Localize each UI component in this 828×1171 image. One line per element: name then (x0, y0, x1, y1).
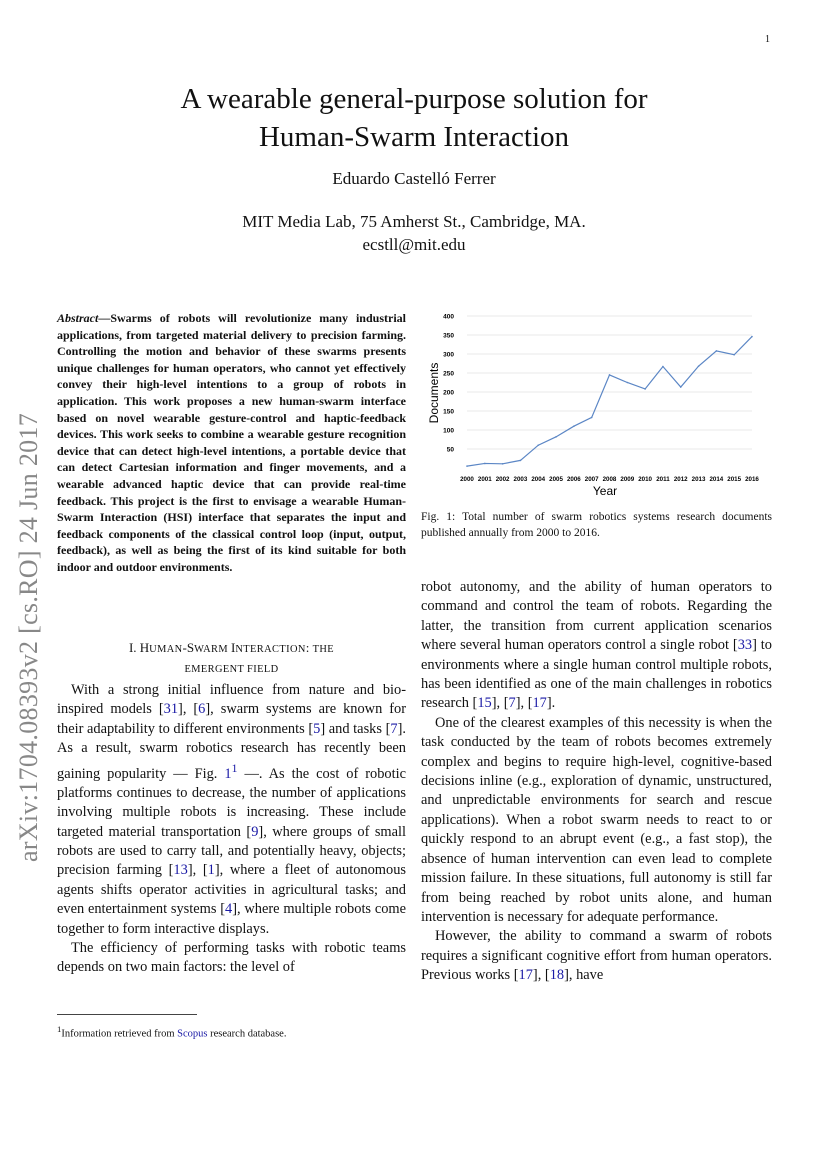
paragraph: The efficiency of performing tasks with robotic teams depends on two main factors: the level of (57, 940, 406, 976)
chart-x-axis-label: Year (592, 484, 618, 498)
chart-y-tick-label: 200 (443, 389, 454, 397)
chart-y-axis-label: Documents (427, 362, 441, 424)
author-name: Eduardo Castelló Ferrer (332, 169, 496, 188)
paragraph: robot autonomy, and the ability of human operators to command and control the team of robots. Regarding the latter, the transition from current application scenarios where several human operators control a single robot [33] to environments where a single human control multiple robots, has been identified as one of the main challenges in robotics research [15], [7], [17]. (421, 579, 772, 712)
chart-x-tick-label: 2001 (477, 476, 492, 483)
chart-y-tick-label: 150 (443, 408, 454, 416)
chart-data-point (555, 436, 557, 438)
chart-x-tick-label: 2006 (566, 476, 581, 483)
citation-link[interactable]: 7 (508, 695, 516, 712)
citation-link[interactable]: 6 (198, 701, 206, 718)
chart-y-tick-label: 400 (443, 313, 454, 321)
chart-x-tick-label: 2007 (584, 476, 599, 483)
chart-gridlines (467, 316, 752, 449)
citation-link[interactable]: 17 (518, 967, 533, 984)
paper-title (0, 80, 828, 156)
chart-y-tick-label: 100 (443, 427, 454, 435)
chart-x-tick-label: 2000 (460, 476, 474, 483)
section-heading-line-2: EMERGENT FIELD (184, 664, 279, 675)
abstract-label: Abstract (57, 311, 99, 325)
abstract (57, 310, 406, 576)
citation-link[interactable]: 15 (477, 695, 492, 712)
citation-link[interactable]: 13 (173, 862, 188, 879)
paragraph: With a strong initial influence from nature and bio-inspired models [31], [6], swarm systems are known for their adaptability to different environments [5] and tasks [7]. As a result, swarm robotics research has recently been gaining popularity — Fig. 1$^1$ —. As the cost of robotic platforms continues to decrease, the number of applications involving multiple robots is increasing. These include targeted material transportation [9], where groups of small robots are used to carry tall, and potentially heavy, objects; precision farming [13], [1], where a fleet of autonomous agents shifts operator activities in agricultural tasks; and even entertainment systems [4], where multiple robots come together to form interactive displays. (57, 682, 407, 937)
page-number: 1 (765, 34, 770, 45)
chart-data-point (627, 382, 629, 384)
chart-data-point (662, 366, 664, 368)
paragraph: One of the clearest examples of this necessity is when the task conducted by the team of robots becomes extremely complex and begins to require high-level, cognitive-based decisions inline (e.g., exploration of dynamic, unstructured, and unpredictable environments for search and rescue applications). When a robot swarm needs to react to or quickly respond to an abrupt event (e.g., a fast stop), the absence of human intervention can even lead to complete mission failure. In these situations, full autonomy is still far from being reached by robot units alone, and human intervention is necessary for adequate performance. (421, 714, 772, 925)
chart-x-tick-label: 2011 (656, 476, 670, 483)
chart-x-tick-label: 2015 (727, 476, 742, 483)
citation-link[interactable]: 7 (390, 720, 398, 737)
chart-series-line (467, 337, 752, 467)
chart-data-point (573, 425, 575, 427)
section-heading-line-1: I. HUMAN-SWARM INTERACTION: THE (128, 640, 335, 655)
citation-link[interactable]: 31 (163, 701, 179, 718)
chart-x-tick-label: 2013 (691, 476, 706, 483)
chart-data-point (520, 460, 522, 462)
figure-link[interactable]: 1 (224, 765, 232, 782)
figure-caption: Fig. 1: Total number of swarm robotics systems research documents published annually from 2000 to 2016. (421, 511, 772, 539)
author-email: ecstll@mit.edu (362, 235, 466, 254)
chart-x-tick-label: 2008 (602, 476, 617, 483)
footnote-link[interactable]: 1 (231, 760, 238, 775)
citation-link[interactable]: 18 (549, 967, 565, 984)
chart-x-tick-label: 2012 (673, 476, 688, 483)
chart-y-tick-labels (443, 314, 454, 454)
chart-data-point (466, 465, 468, 467)
chart-x-tick-label: 2005 (549, 476, 563, 483)
arxiv-identifier-stamp: arXiv:1704.08393v2 [cs.RO] 24 Jun 2017 (14, 412, 43, 862)
chart-data-point (644, 388, 646, 390)
abstract-text: —Swarms of robots will revolutionize many industrial applications, from targeted material delivery to precision farming. Controlling the motion and behavior of these swarms presents unique challenges for human operators, who cannot yet effectively convey their high-level intentions to a group of robots in application. This work proposes a new human-swarm interface based on novel wearable gesture-control and haptic-feedback devices. This work seeks to combine a wearable gesture recognition device that can detect high-level intentions, a portable device that can detect Cartesian information and finger movements, and a wearable advanced haptic device that can provide real-time feedback. This project is the first to envisage a wearable Human-Swarm Interaction (HSI) interface that separates the input and feedback components of the classical control loop (input, output, feedback), as well as being the first of its kind suitable for both indoor and outdoor environments. (57, 311, 406, 574)
chart-x-tick-label: 2002 (495, 476, 510, 483)
chart-x-tick-label: 2004 (531, 476, 546, 483)
documents-per-year-chart (421, 305, 772, 501)
chart-data-point (751, 336, 753, 338)
chart-y-tick-label: 350 (443, 332, 454, 340)
chart-data-point (698, 365, 700, 367)
chart-data-point (537, 444, 539, 446)
footnote-divider (57, 1014, 197, 1015)
paragraph: However, the ability to command a swarm of robots requires a significant cognitive effort from human operators. Previous works [17], [18], have (421, 928, 772, 984)
chart-x-tick-labels (460, 476, 759, 483)
chart-data-point (680, 386, 682, 388)
chart-x-tick-label: 2016 (745, 476, 759, 483)
affiliation (0, 210, 828, 256)
chart-data-point (591, 417, 593, 419)
chart-data-point (609, 374, 611, 376)
citation-link[interactable]: 4 (225, 901, 233, 918)
chart-data-point (502, 463, 504, 465)
title-line-1: A wearable general-purpose solution for (180, 83, 648, 115)
chart-y-tick-label: 50 (446, 446, 454, 454)
citation-link[interactable]: 1 (207, 862, 215, 879)
chart-x-tick-label: 2014 (709, 476, 724, 483)
chart-x-tick-label: 2003 (513, 476, 528, 483)
chart-data-point (484, 463, 486, 465)
chart-y-tick-label: 250 (443, 370, 454, 378)
chart-x-tick-label: 2009 (620, 476, 635, 483)
citation-link[interactable]: 33 (737, 637, 753, 654)
chart-x-tick-label: 2010 (638, 476, 653, 483)
chart-data-point (716, 350, 718, 352)
citation-link[interactable]: 17 (532, 695, 547, 712)
title-line-2: Human-Swarm Interaction (258, 121, 570, 153)
affiliation-address: MIT Media Lab, 75 Amherst St., Cambridge, MA. (242, 212, 586, 231)
chart-y-tick-label: 300 (443, 351, 454, 359)
footnote: $^1$Information retrieved from Scopus research database. (57, 1024, 287, 1040)
left-column-body (57, 681, 406, 978)
right-column-body (421, 578, 772, 986)
section-heading (57, 638, 406, 680)
chart-data-point (733, 354, 735, 356)
citation-link[interactable]: 5 (313, 720, 321, 737)
chart-data-points (466, 336, 753, 467)
scopus-link[interactable]: Scopus (177, 1028, 208, 1040)
citation-link[interactable]: 9 (251, 823, 259, 840)
